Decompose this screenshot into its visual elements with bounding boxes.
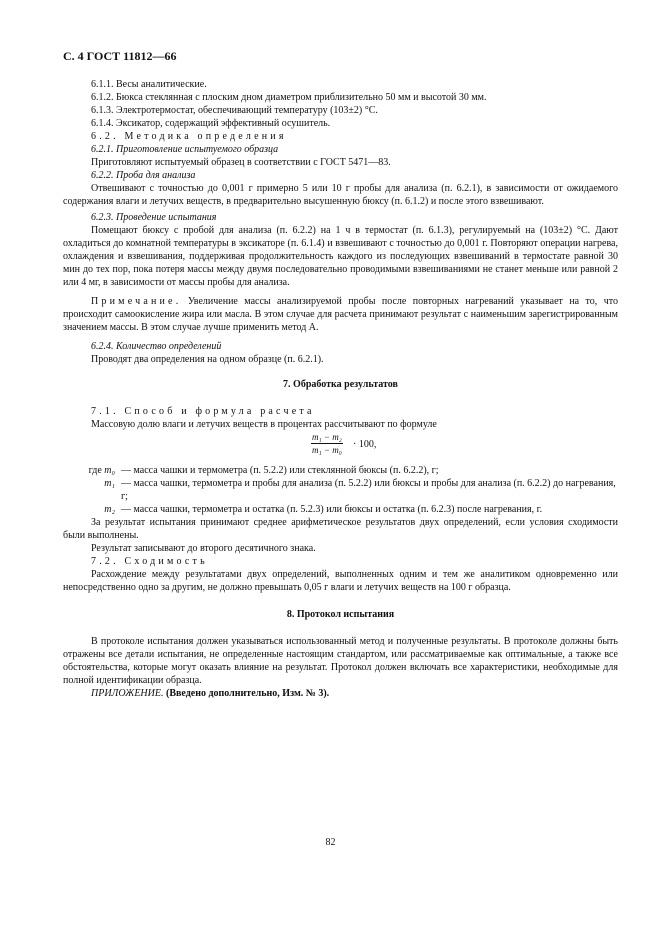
formula-definitions	[63, 464, 618, 516]
section-8-title: 8. Протокол испытания	[286, 609, 395, 620]
where-word: где	[88, 465, 102, 476]
para-6-2-2: Отвешивают с точностью до 0,001 г примерно 5 или 10 г пробы для анализа (п. 6.2.1), в зависимости от ожидаемого содержания влаги и летучих веществ, в предварительно высушенную бюксу (п. 6.1.2) и после этого взвешивают.	[63, 183, 618, 207]
heading-6-2-3: 6.2.3. Проведение испытания	[91, 212, 217, 223]
appendix-line	[63, 687, 618, 700]
para-6-2-1: Приготовляют испытуемый образец в соответствии с ГОСТ 5471—83.	[91, 157, 391, 168]
heading-7-2: 7.2. Сходимость	[91, 556, 208, 567]
para-result: За результат испытания принимают среднее арифметическое результатов двух определений, если условия сходимости были выполнены.	[63, 517, 618, 541]
item-6-1-2: 6.1.2. Бюкса стеклянная с плоским дном диаметром приблизительно 50 мм и высотой 30 мм.	[91, 92, 487, 103]
item-6-1-4: 6.1.4. Эксикатор, содержащий эффективный осушитель.	[91, 118, 331, 129]
definition-m1	[63, 477, 618, 503]
definition-m1-text: — масса чашки, термометра и пробы для анализа (п. 5.2.2) или бюксы и пробы для анализа (п. 6.2.2) до нагревания, г;	[121, 478, 616, 502]
running-header: С. 4 ГОСТ 11812—66	[63, 49, 177, 63]
definition-m2-text: — масса чашки, термометра и остатка (п. 5.2.3) или бюксы и остатка (п. 6.2.3) после нагревания, г.	[121, 504, 543, 515]
formula-fraction	[311, 432, 343, 455]
definition-m2	[63, 503, 618, 516]
heading-6-2: 6.2. Методика определения	[91, 131, 287, 142]
heading-7-1: 7.1. Способ и формула расчета	[91, 406, 315, 417]
para-7-1: Массовую долю влаги и летучих веществ в процентах рассчитывают по формуле	[91, 419, 437, 430]
section-6-content	[63, 78, 618, 700]
definition-m0-text: — масса чашки и термометра (п. 5.2.2) или стеклянной бюксы (п. 6.2.2), г;	[121, 465, 439, 476]
formula-denominator: m₁ − m₀	[312, 445, 342, 455]
para-8: В протоколе испытания должен указываться использованный метод и полученные результаты. В протоколе должны быть отражены все детали испытания, не определенные настоящим стандартом, или рассматриваемые как оптимальные, а также все обстоятельства, которые могут оказать влияние на результат. Протокол должен включать все характеристики, необходимые для полной идентификации образца.	[63, 636, 618, 686]
moisture-formula	[63, 432, 618, 462]
formula-numerator: m₁ − m₂	[312, 432, 342, 442]
symbol-m1: m₁	[104, 478, 115, 489]
section-7-title: 7. Обработка результатов	[283, 379, 398, 390]
formula-multiplier: · 100,	[353, 439, 377, 450]
note-paragraph	[63, 295, 618, 334]
para-7-2: Расхождение между результатами двух определений, выполненных одним и тем же аналитиком одновременно или непосредственно одно за другим, не должно превышать 0,05 г влаги и летучих веществ на 100 г образца.	[63, 569, 618, 593]
definition-m0	[63, 464, 618, 477]
symbol-m2: m₂	[104, 504, 115, 515]
item-6-1-3: 6.1.3. Электротермостат, обеспечивающий температуру (103±2) °С.	[91, 105, 378, 116]
para-record: Результат записывают до второго десятичного знака.	[91, 543, 316, 554]
heading-6-2-4: 6.2.4. Количество определений	[91, 341, 222, 352]
para-6-2-4: Проводят два определения на одном образце (п. 6.2.1).	[91, 354, 324, 365]
page-number: 82	[325, 837, 336, 848]
note-text: Увеличение массы анализируемой пробы после повторных нагреваний указывает на то, что происходит самоокисление жира или масла. В этом случае для расчета принимают результат с наименьшим зарегистрированным значением массы. В этом случае лучше применить метод А.	[63, 296, 619, 333]
symbol-m0: m₀	[104, 465, 115, 476]
appendix-label: ПРИЛОЖЕНИЕ.	[91, 688, 164, 699]
note-label: Примечание.	[91, 296, 182, 307]
heading-6-2-1: 6.2.1. Приготовление испытуемого образца	[91, 144, 279, 155]
appendix-note: (Введено дополнительно, Изм. № 3).	[166, 688, 330, 699]
item-6-1-1: 6.1.1. Весы аналитические.	[91, 79, 207, 90]
heading-6-2-2: 6.2.2. Проба для анализа	[91, 170, 196, 181]
para-6-2-3: Помещают бюксу с пробой для анализа (п. 6.2.2) на 1 ч в термостат (п. 6.1.3), регулируемый на (103±2) °С. Дают охладиться до комнатной температуры в эксикаторе (п. 6.1.4) и взвешивают с точностью до 0,001 г. Повторяют операции нагрева, охлаждения и взвешивания, поддерживая продолжительность каждого из последующих взвешиваний в термостате равной 30 мин до тех пор, пока потеря массы между двумя последовательно проводимыми взвешиваниями не станет меньше или равной 2 или 4 мг, в зависимости от массы пробы для анализа.	[63, 225, 618, 288]
